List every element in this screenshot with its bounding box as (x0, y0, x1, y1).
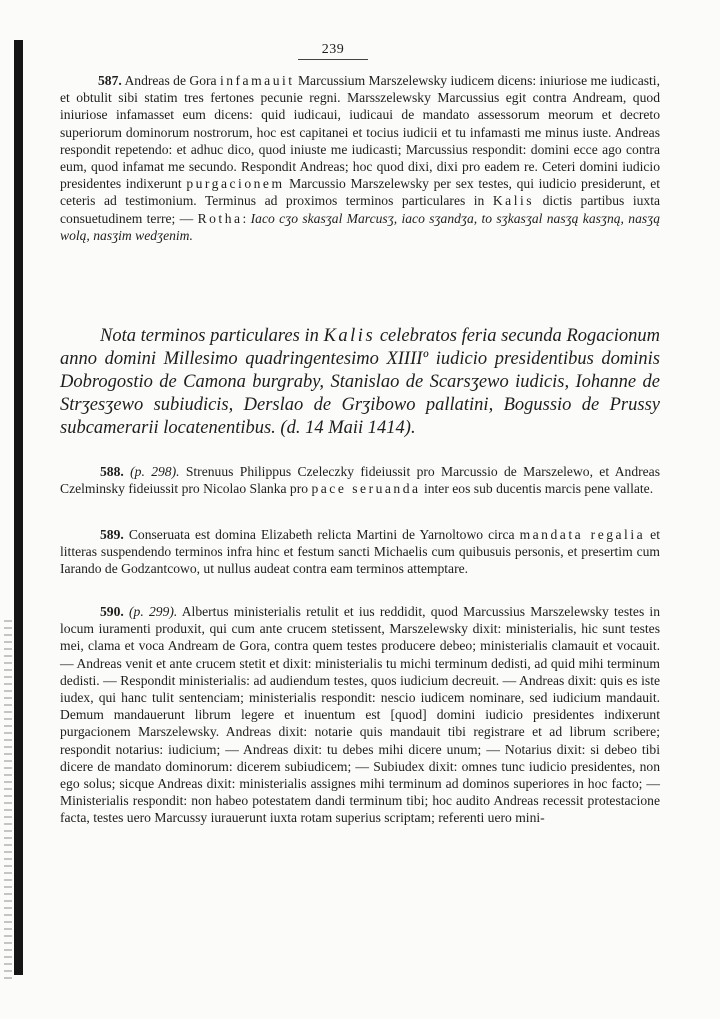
entry-text: Conseruata est domina Elizabeth relicta Martini de Yarnoltowo circa (123, 527, 520, 542)
spaced-word: Kalis (323, 326, 376, 346)
entry-text: Andreas de Gora (124, 73, 220, 88)
page-number: 239 (298, 42, 368, 60)
entry-text: Strenuus Philippus Czeleczky fideiussit pro Marcussio de Marszelewo, et Andreas Czelminsky fideiussit pro Nicolao Slanka pro (60, 464, 660, 497)
scan-margin-marks (4, 620, 12, 980)
entry-text: Albertus ministerialis retulit et ius reddidit, quod Marcussius Marszelewsky testes in locum iuramenti produxit, qui cum ante crucem stetissent, Marszelewsky dixit: ministerialis, hic sunt testes mei, clama et voca Andream de Gora, contra quem testes producere debeo; ministerialis clamauit et vocauit. — Andreas venit et ante crucem stetit et dixit: ministerialis tu michi terminum dedisti, ad quid mihi terminum dedisti. — Respondit ministerialis: ad audiendum testes, quos iudicium decreuit. — Andreas dixit: quis es iste iudex, qui hanc tulit sentenciam; ministerialis respondit: nescio iudicem nominare, sed iudicium mandauit. Demum mandauerunt librum legere et inuentum est [quod] domini iudicio presidentes indixerunt purgacionem Marszelewsky. Andreas dixit: notarie quis mandauit tibi registrare et ad librum scribere; respondit notarius: iudicium; — Andreas dixit: tu debes mihi dicere unum; — Notarius dixit: si debeo tibi dicere de mandato dominorum: dicerem subiudicem; — Subiudex dixit: omnes tunc iudicio presidentes, non ego solus; sicque Andreas dixit: ministerialis assignes mihi terminum ad dominos superiores in hoc facto; — Ministerialis respondit: non habeo potestatem dandi terminum tibi; hoc audito Andreas recessit protestacione facta, testes uero Marcussy iurauerunt iuxta rotam superius scriptam; referenti uero mini- (60, 604, 661, 826)
entry-number: 587. (98, 73, 122, 88)
entry-number: 590. (100, 604, 124, 619)
entry-text: Marcussium Marszelewsky iudicem dicens: iniuriose me iudicasti, et obtulit sibi statim tres fertones pecunie regni. Marsszelewsky Marcussius egit contra Andream, quod iniuriose infamasset eum dicens: quid iudicaui, iudicaui de mandato assessorum meorum et decreto superiorum dominorum nostrorum, hoc est capitanei et tocius iudicii et tu infamasti me minus iuste. Andreas respondit repetendo: et adhuc dico, quod iniuste me iudicasti; Marcussius respondit: domini ecce ago contra eum, quod infamat me secundo. Respondit Andreas; hoc quod dixi, dixi pro eadem re. Ceteri domini iudicio presidentes indixerunt (60, 73, 660, 192)
entry-text: dictis partibus iuxta consuetudinem terre; — (60, 193, 661, 226)
spaced-word: infamauit (219, 73, 295, 88)
entry-text: : (242, 210, 251, 226)
entry-588 (60, 463, 660, 497)
binding-edge (14, 40, 23, 975)
heading-text: celebratos feria secunda Rogacionum anno domini Millesimo quadringentesimo XIIIIº iudicio presidentibus dominis Dobrogostio de Camona burgraby, Stanislao de Scarsʒewo iudicis, Iohanne de Strʒesʒewo subiudicis, Derslao de Grʒibowo pallatini, Bogussio de Prussy subcamerarii locatenentibus. (d. 14 Maii 1414). (60, 326, 660, 438)
spaced-word: Rotha (197, 210, 243, 226)
entry-text: et litteras suspendendo terminos infra hinc et festum sancti Michaelis cum quibusuis personis, et presertim cum Iarando de Godzantcowo, ut nullus audeat contra eam terminos attemptare. (60, 527, 660, 577)
page-ref: (p. 298). (130, 464, 180, 479)
entry-text: inter eos sub ducentis marcis pene vallate. (420, 481, 654, 497)
spaced-word: Kalis (492, 193, 535, 209)
spaced-word: mandata regalia (519, 527, 646, 542)
section-heading (60, 325, 660, 440)
entry-590 (60, 603, 660, 827)
spaced-word: purgacionem (186, 176, 285, 192)
entry-587 (60, 72, 660, 244)
entry-number: 589. (100, 527, 124, 542)
entry-number: 588. (100, 464, 124, 479)
entry-text: Marcussio Marszelewsky per sex testes, qui iudicio presiderunt, et ceteris ad testimonium. Terminus ad proximos terminos particulares in (60, 176, 661, 209)
entry-589 (60, 526, 660, 578)
heading-text: Nota terminos particulares in (100, 326, 324, 346)
spaced-word: pace seruanda (311, 481, 421, 497)
page-ref: (p. 299). (129, 604, 178, 619)
italic-quote: Iaco cʒo skasʒal Marcusʒ, iaco sʒandʒa, to sʒkasʒal nasʒą kasʒną, nasʒą wolą, nasʒim wedʒenim. (60, 210, 660, 243)
